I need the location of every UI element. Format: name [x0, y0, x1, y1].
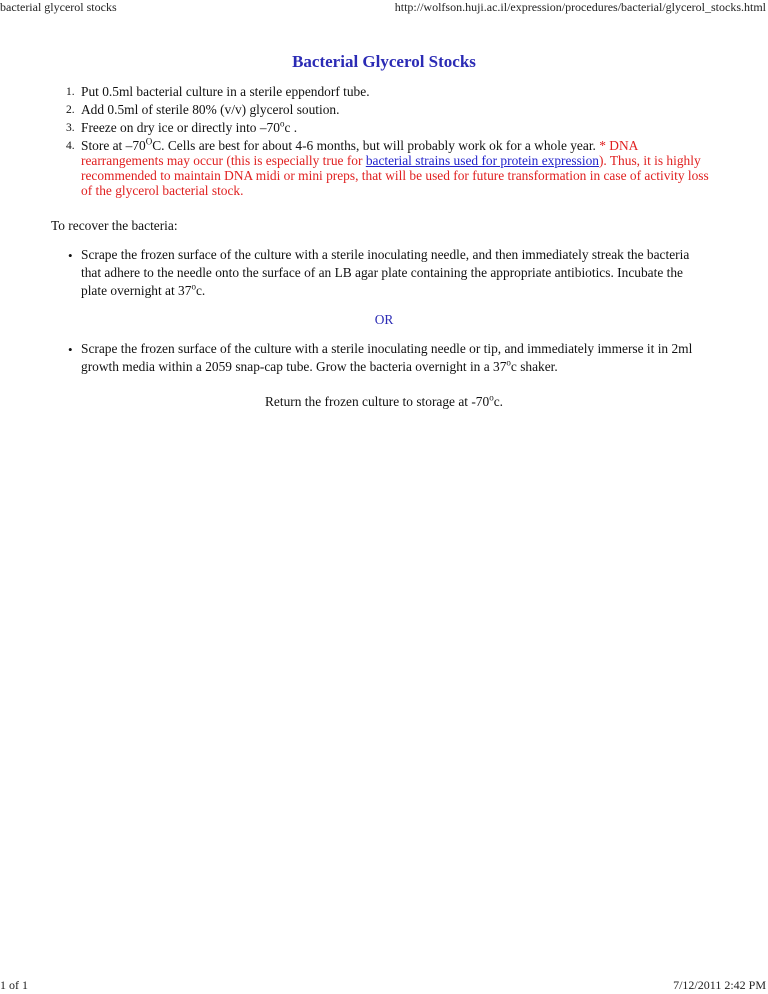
step-text: Store at –70	[81, 138, 146, 153]
step-4	[66, 136, 721, 198]
degree-symbol: O	[145, 136, 153, 147]
step-text: Freeze on dry ice or directly into –70	[81, 120, 280, 135]
step-text: Add 0.5ml of sterile 80% (v/v) glycerol soution.	[81, 102, 340, 117]
warning-text-end: ). Thus, it is highly recommended to maintain DNA midi or mini preps, that will be used for future transformation in case of activity loss of the glycerol bacterial stock.	[81, 153, 709, 198]
step-2	[66, 102, 721, 117]
step-1	[66, 84, 721, 99]
print-datetime: 7/12/2011 2:42 PM	[673, 978, 766, 992]
list-item	[68, 340, 706, 376]
page-tab-title: bacterial glycerol stocks	[0, 0, 117, 14]
page-title: Bacterial Glycerol Stocks	[292, 52, 476, 71]
degree-symbol: o	[506, 357, 511, 368]
page-url: http://wolfson.huji.ac.il/expression/procedures/bacterial/glycerol_stocks.html	[394, 0, 766, 14]
degree-symbol: o	[489, 392, 494, 403]
page-count: 1 of 1	[0, 978, 28, 992]
step-number: 2.	[66, 104, 75, 116]
or-separator: OR	[374, 312, 394, 327]
step-text-end: C. Cells are best for about 4-6 months, but will probably work ok for a whole year.	[152, 138, 596, 153]
degree-symbol: o	[279, 118, 285, 129]
warning-text: * DNA rearrangements may occur (this is especially true for	[81, 138, 638, 168]
bullet-text-end: c shaker.	[510, 359, 558, 374]
step-number: 4.	[66, 140, 75, 152]
bullet-text: Scrape the frozen surface of the culture with a sterile inoculating needle or tip, and immediately immerse it in 2ml growth media within a 2059 snap-cap tube. Grow the bacteria overnight in a 37	[81, 341, 693, 374]
step-number: 1.	[66, 86, 75, 98]
list-item	[68, 246, 706, 300]
degree-symbol: o	[191, 281, 196, 292]
return-text: Return the frozen culture to storage at -70	[264, 394, 490, 409]
return-instruction	[0, 393, 768, 411]
bullet-text-end: c.	[195, 283, 206, 298]
step-text-end: c .	[284, 120, 298, 135]
bullet-icon: •	[68, 342, 73, 357]
step-text: Put 0.5ml bacterial culture in a sterile eppendorf tube.	[81, 84, 370, 99]
bullet-icon: •	[68, 248, 73, 263]
bullet-text: Scrape the frozen surface of the culture with a sterile inoculating needle, and then immediately streak the bacteria that adhere to the needle onto the surface of an LB agar plate containing the appropriate antibiotics. Incubate the plate overnight at 37	[81, 247, 690, 298]
return-text-end: c.	[493, 394, 503, 409]
protein-expression-strains-link[interactable]: bacterial strains used for protein expression	[365, 153, 599, 168]
procedure-steps	[66, 84, 721, 201]
recover-heading: To recover the bacteria:	[51, 218, 178, 233]
step-3	[66, 118, 721, 135]
step-number: 3.	[66, 122, 75, 134]
